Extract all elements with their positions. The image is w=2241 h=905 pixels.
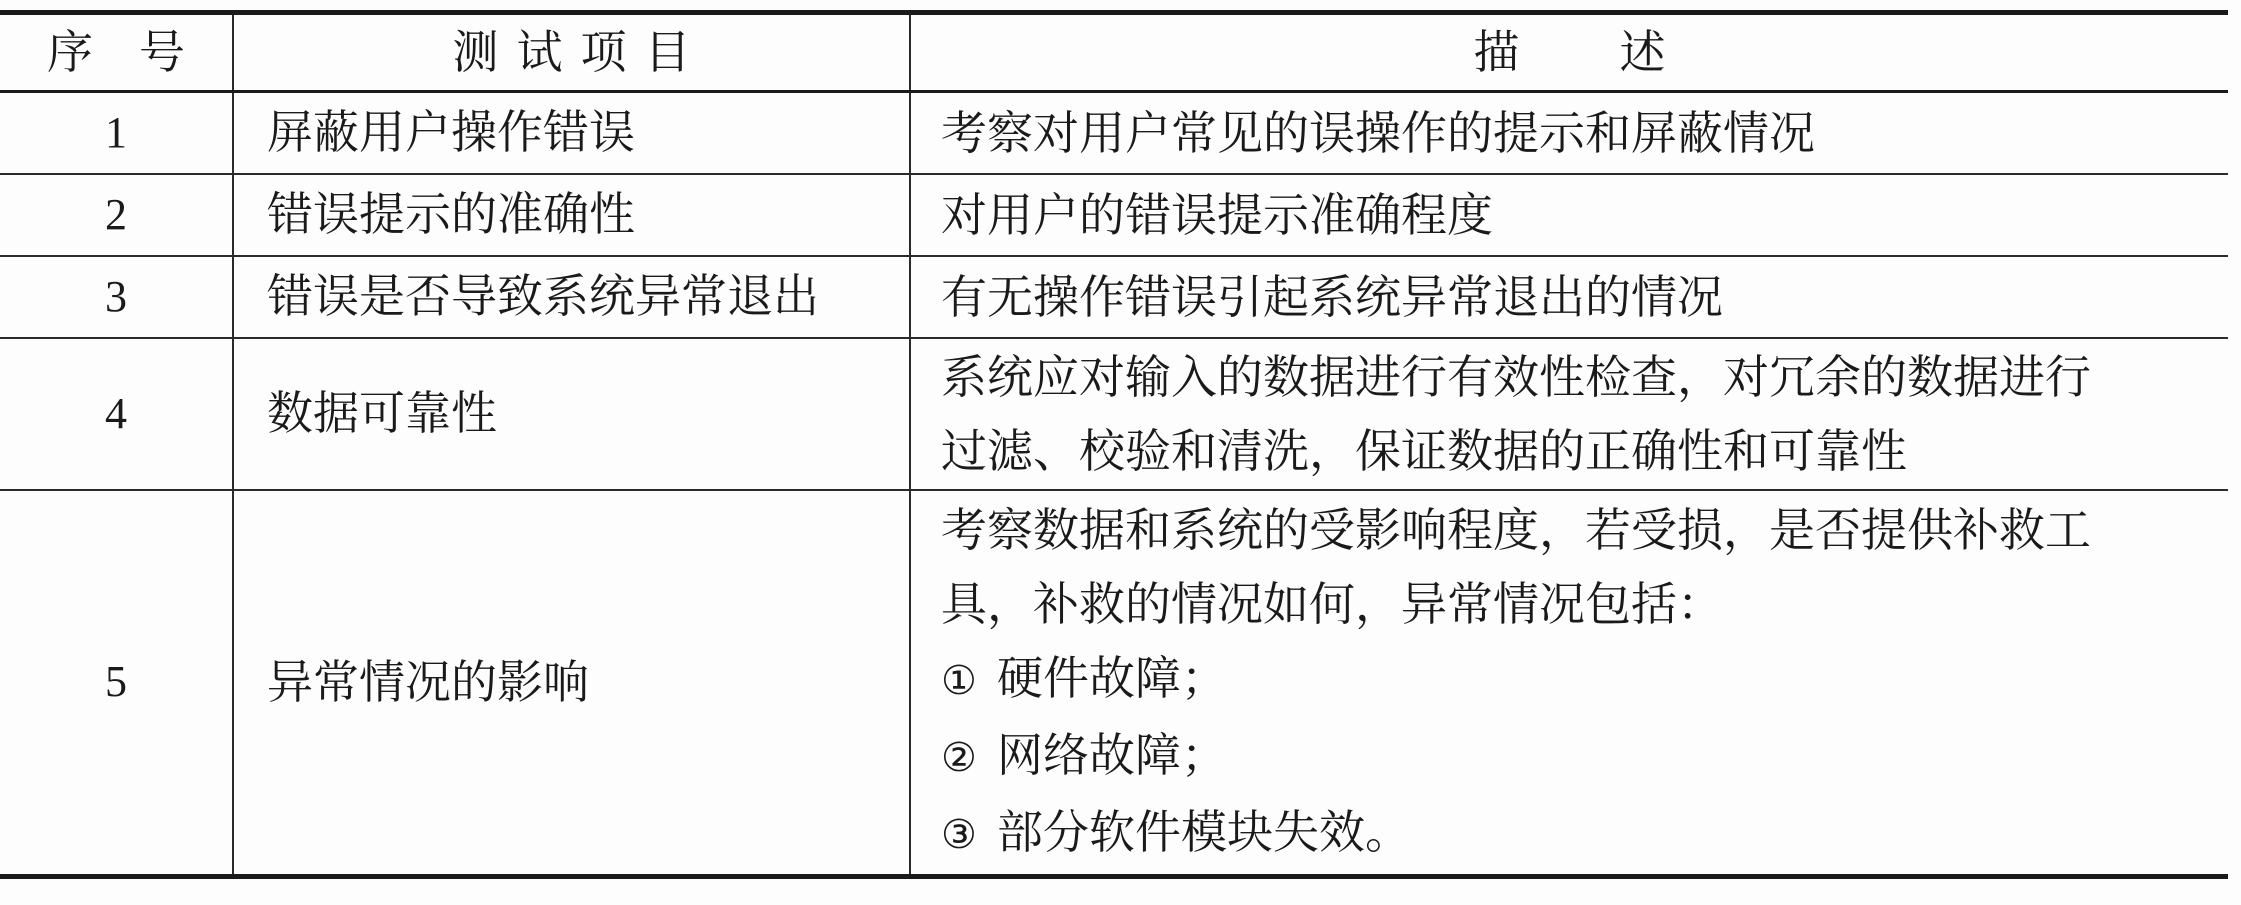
- table-row: [0, 174, 2228, 256]
- test-items-table: [0, 10, 2228, 879]
- bullet-text: 硬件故障；: [997, 651, 1227, 705]
- bullet-item: [941, 795, 2218, 872]
- description-line: 考察对用户常见的误操作的提示和屏蔽情况: [941, 106, 1815, 160]
- bullet-item: [941, 641, 2218, 718]
- description-line: 对用户的错误提示准确程度: [941, 188, 1493, 242]
- description-line: 系统应对输入的数据进行有效性检查，对冗余的数据进行: [941, 350, 2091, 404]
- bullet-text: 网络故障；: [997, 728, 1227, 782]
- test-item: 错误是否导致系统异常退出: [233, 256, 910, 338]
- table-row: [0, 490, 2228, 877]
- table-row: [0, 256, 2228, 338]
- description-line: 考察数据和系统的受影响程度，若受损，是否提供补救工: [941, 503, 2091, 557]
- bullet-mark: ②: [941, 735, 977, 781]
- row-number: 3: [0, 256, 233, 338]
- test-item: 错误提示的准确性: [233, 174, 910, 256]
- test-item: 异常情况的影响: [233, 490, 910, 877]
- description: [910, 490, 2228, 877]
- description: [910, 338, 2228, 490]
- table-header-row: [0, 13, 2228, 92]
- bullet-mark: ①: [941, 658, 977, 704]
- row-number: 1: [0, 92, 233, 175]
- row-number: 4: [0, 338, 233, 490]
- header-seq: [0, 13, 233, 92]
- description: [910, 174, 2228, 256]
- description-line: 过滤、校验和清洗，保证数据的正确性和可靠性: [941, 424, 1907, 478]
- header-seq-label: 序号: [47, 24, 231, 79]
- bullet-mark: ③: [941, 812, 977, 858]
- description: [910, 256, 2228, 338]
- table-row: [0, 92, 2228, 175]
- header-item-label: 测试项目: [452, 24, 709, 79]
- description: [910, 92, 2228, 175]
- description-line: 有无操作错误引起系统异常退出的情况: [941, 270, 1723, 324]
- test-item: 数据可靠性: [233, 338, 910, 490]
- row-number: 5: [0, 490, 233, 877]
- description-line: 具，补救的情况如何，异常情况包括：: [941, 577, 1723, 631]
- header-item: [233, 13, 910, 92]
- table-row: [0, 338, 2228, 490]
- header-desc-label: 描述: [1473, 24, 1766, 79]
- bullet-item: [941, 718, 2218, 795]
- bullet-text: 部分软件模块失效。: [997, 805, 1411, 859]
- row-number: 2: [0, 174, 233, 256]
- header-desc: [910, 13, 2228, 92]
- test-item: 屏蔽用户操作错误: [233, 92, 910, 175]
